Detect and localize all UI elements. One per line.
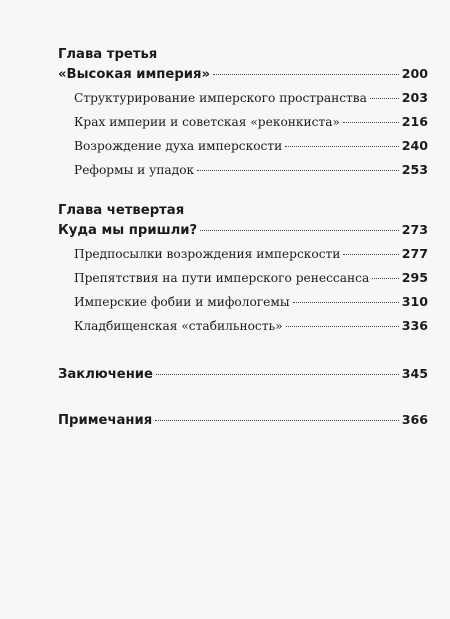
notes-page: 366 [401, 412, 428, 427]
chapter-3-page: 200 [401, 66, 428, 81]
section-page: 277 [401, 246, 428, 261]
section-title: Крах империи и советская «реконкиста» [74, 115, 340, 129]
conclusion-page: 345 [401, 366, 428, 381]
dot-leader [343, 253, 398, 255]
section-page: 240 [401, 138, 428, 153]
chapter-4-page: 273 [401, 222, 428, 237]
dot-leader [293, 301, 399, 303]
table-of-contents [58, 46, 428, 432]
section-entry[interactable] [58, 242, 428, 266]
chapter-3-entry[interactable] [58, 64, 428, 86]
section-page: 295 [401, 270, 428, 285]
dot-leader [213, 73, 399, 75]
section-page: 253 [401, 162, 428, 177]
dot-leader [285, 145, 398, 147]
dot-leader [286, 325, 399, 327]
dot-leader [370, 97, 399, 99]
section-entry[interactable] [58, 158, 428, 182]
section-page: 203 [401, 90, 428, 105]
section-entry[interactable] [58, 134, 428, 158]
section-title: Кладбищенская «стабильность» [74, 319, 283, 333]
dot-leader [155, 419, 398, 421]
section-title: Реформы и упадок [74, 163, 195, 177]
section-page: 310 [401, 294, 428, 309]
section-entry[interactable] [58, 314, 428, 338]
section-entry[interactable] [58, 266, 428, 290]
section-title: Возрождение духа имперскости [74, 139, 283, 153]
section-entry[interactable] [58, 110, 428, 134]
section-entry[interactable] [58, 86, 428, 110]
dot-leader [343, 121, 399, 123]
notes-title: Примечания [58, 413, 153, 428]
conclusion-title: Заключение [58, 367, 153, 382]
chapter-4-title: Куда мы пришли? [58, 223, 198, 238]
chapter-4-entry[interactable] [58, 220, 428, 242]
section-page: 216 [401, 114, 428, 129]
section-title: Структурирование имперского пространства [74, 91, 367, 105]
conclusion-entry[interactable] [58, 364, 428, 386]
dot-leader [197, 169, 399, 171]
chapter-3-title: «Высокая империя» [58, 67, 211, 82]
dot-leader [156, 373, 399, 375]
section-title: Препятствия на пути имперского ренессанса [74, 271, 370, 285]
chapter-3-label: Глава третья [58, 47, 158, 62]
section-title: Имперские фобии и мифологемы [74, 295, 290, 309]
section-page: 336 [401, 318, 428, 333]
dot-leader [200, 229, 399, 231]
section-title: Предпосылки возрождения имперскости [74, 247, 341, 261]
dot-leader [372, 277, 398, 279]
chapter-4-label: Глава четвертая [58, 203, 185, 218]
section-entry[interactable] [58, 290, 428, 314]
notes-entry[interactable] [58, 410, 428, 432]
